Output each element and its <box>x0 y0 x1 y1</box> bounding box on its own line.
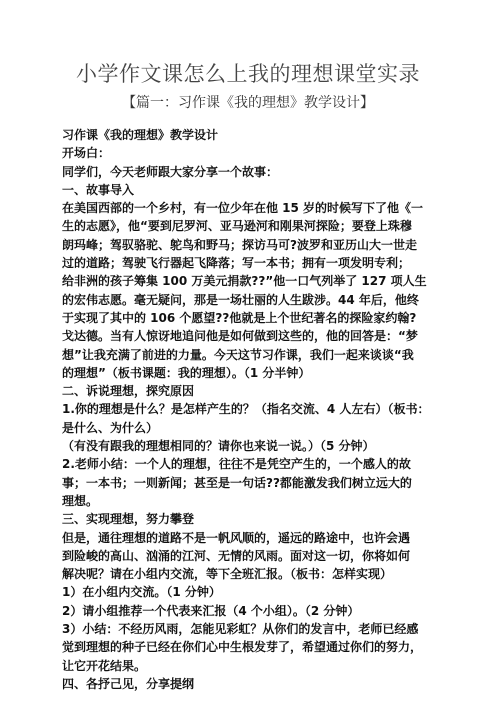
body-line: 开场白： <box>62 146 111 161</box>
body-line: 的理想”（板书课题：我的理想）。（1 分半钟） <box>62 365 311 380</box>
body-line: 朗玛峰；驾驭骆驼、鸵鸟和野马；探访马可?波罗和亚历山大一世走 <box>62 237 417 252</box>
body-line: 2.老师小结：一个人的理想，往往不是凭空产生的，一个感人的故 <box>62 457 411 472</box>
body-line: 一、故事导入 <box>62 182 135 197</box>
body-line: 觉到理想的种子已经在你们心中生根发芽了，希望通过你们的努力， <box>62 640 423 655</box>
body-line: 的宏伟志愿。毫无疑问，那是一场壮丽的人生跋涉。44 年后，他终 <box>62 292 419 307</box>
body-line: 生的志愿》，他“要到尼罗河、亚马逊河和刚果河探险；要登上珠穆 <box>62 219 412 234</box>
body-line: 解决呢？请在小组内交流，等下全班汇报。（板书：怎样实现） <box>62 567 393 582</box>
body-line: 过的道路；驾驶飞行器起飞降落；写一本书；拥有一项发明专利； <box>62 256 411 271</box>
body-line: 在美国西部的一个乡村，有一位少年在他 15 岁的时候写下了他《一 <box>62 201 424 216</box>
body-line: 3）小结：不经历风雨，怎能见彩虹？从你们的发言中，老师已经感 <box>62 622 419 637</box>
body-line: 戈达德。当有人惊讶地追问他是如何做到这些的，他的回答是：“梦 <box>62 329 418 344</box>
body-line: 于实现了其中的 106 个愿望??他就是上个世纪著名的探险家约翰? <box>62 310 417 325</box>
document-title: 小学作文课怎么上我的理想课堂实录 <box>76 62 420 86</box>
body-line: 想”让我充满了前进的力量。今天这节习作课，我们一起来谈谈“我 <box>62 347 414 362</box>
body-line: 1.你的理想是什么？是怎样产生的？（指名交流、4 人左右）（板书： <box>62 402 430 417</box>
body-line: 同学们，今天老师跟大家分享一个故事： <box>62 164 279 179</box>
body-line: 习作课《我的理想》教学设计 <box>62 128 219 142</box>
document-subtitle: 【篇一：习作课《我的理想》教学设计】 <box>122 95 374 111</box>
body-line: 理想。 <box>62 493 99 508</box>
body-line: （有没有跟我的理想相同的？请你也来说一说。）（5 分钟） <box>62 439 375 454</box>
body-line: 事；一本书；一则新闻；甚至是一句话??都能激发我们树立远大的 <box>62 475 412 490</box>
body-line: 是什么、为什么） <box>62 420 159 435</box>
body-line: 二、诉说理想，探究原因 <box>62 384 195 399</box>
body-line: 2）请小组推荐一个代表来汇报（4 个小组）。（2 分钟） <box>62 603 360 618</box>
body-line: 让它开花结果。 <box>62 658 147 673</box>
body-line: 到险峻的高山、汹涌的江河、无情的风雨。面对这一切，你将如何 <box>62 548 411 563</box>
body-line: 四、各抒己见，分享提纲 <box>62 676 195 691</box>
body-line: 三、实现理想，努力攀登 <box>62 512 195 527</box>
document-body <box>62 126 452 693</box>
body-line: 给非洲的孩子筹集 100 万美元捐款??”他一口气列举了 127 项人生 <box>62 274 427 289</box>
body-line: 但是，通往理想的道路不是一帆风顺的，遥远的路途中，也许会遇 <box>62 530 411 545</box>
body-line: 1）在小组内交流。（1 分钟） <box>62 585 221 600</box>
